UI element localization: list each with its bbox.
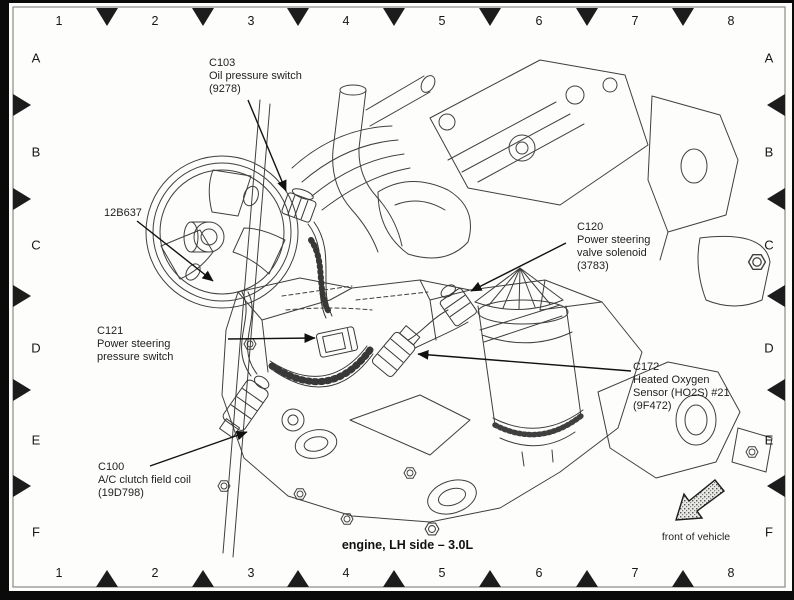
grid-col-bottom-4: 4 bbox=[342, 566, 350, 580]
c172-sensor bbox=[371, 323, 423, 378]
callout-line: 12B637 bbox=[104, 207, 142, 219]
callout-line: (3783) bbox=[577, 260, 609, 272]
grid-col-bottom-7: 7 bbox=[631, 566, 639, 580]
wiring-harness bbox=[215, 185, 477, 440]
grid-row-right-a: A bbox=[764, 50, 774, 66]
exhaust-manifold bbox=[378, 181, 471, 258]
grid-col-top-7: 7 bbox=[631, 14, 639, 28]
callout-line: C120 bbox=[577, 221, 604, 233]
grid-row-left-a: A bbox=[31, 50, 41, 66]
grid-row-left-f: F bbox=[32, 524, 40, 540]
callout-line: C121 bbox=[97, 325, 124, 337]
callout-line: C100 bbox=[98, 461, 125, 473]
grid-row-left-b: B bbox=[31, 144, 41, 160]
grid-col-top-8: 8 bbox=[727, 14, 735, 28]
c121-connector bbox=[316, 326, 358, 357]
engine-block bbox=[218, 278, 642, 535]
grid-row-left-e: E bbox=[31, 432, 41, 448]
callout-line: Power steering bbox=[97, 338, 171, 350]
grid-col-top-3: 3 bbox=[247, 14, 255, 28]
center-tube bbox=[333, 73, 438, 252]
pulley bbox=[146, 156, 298, 308]
grid-row-left-c: C bbox=[31, 237, 41, 253]
grid-row-right-c: C bbox=[764, 237, 774, 253]
callout-line: pressure switch bbox=[97, 351, 174, 363]
grid-col-top-6: 6 bbox=[535, 14, 543, 28]
grid-col-top-5: 5 bbox=[438, 14, 446, 28]
grid-col-bottom-3: 3 bbox=[247, 566, 255, 580]
callout-line: Power steering bbox=[577, 234, 651, 246]
callout-line: C172 bbox=[633, 361, 660, 373]
oil-filter-canister bbox=[475, 268, 583, 466]
grid-row-right-f: F bbox=[765, 524, 773, 540]
callout-line: (9F472) bbox=[633, 400, 672, 412]
callout-12b637 bbox=[104, 207, 142, 220]
callout-line: (19D798) bbox=[98, 487, 144, 499]
grid-col-bottom-8: 8 bbox=[727, 566, 735, 580]
grid-col-bottom-5: 5 bbox=[438, 566, 446, 580]
callout-line: Oil pressure switch bbox=[209, 70, 302, 82]
front-of-vehicle-arrow bbox=[676, 480, 724, 520]
callout-c172 bbox=[633, 361, 730, 413]
callout-c120 bbox=[577, 221, 650, 273]
callout-c121 bbox=[97, 325, 173, 364]
c103-connector bbox=[281, 185, 319, 223]
callout-line: Heated Oxygen bbox=[633, 374, 710, 386]
callout-line: A/C clutch field coil bbox=[98, 474, 191, 486]
engine-mount-bracket bbox=[648, 96, 770, 306]
leader-line-c121 bbox=[228, 338, 315, 339]
diagram-caption: engine, LH side – 3.0L bbox=[341, 538, 474, 552]
callout-c103 bbox=[209, 57, 302, 96]
grid-tick-marks bbox=[13, 8, 785, 587]
callout-line: C103 bbox=[209, 57, 236, 69]
grid-col-bottom-2: 2 bbox=[151, 566, 159, 580]
front-of-vehicle-label: front of vehicle bbox=[661, 531, 731, 543]
grid-col-bottom-1: 1 bbox=[55, 566, 63, 580]
valve-cover bbox=[430, 60, 648, 205]
callout-line: Sensor (HO2S) #21 bbox=[633, 387, 730, 399]
grid-col-bottom-6: 6 bbox=[535, 566, 543, 580]
grid-col-top-2: 2 bbox=[151, 14, 159, 28]
grid-row-right-e: E bbox=[764, 432, 774, 448]
intake-runners bbox=[292, 126, 410, 210]
grid-frame bbox=[13, 7, 785, 587]
grid-row-left-d: D bbox=[31, 340, 41, 356]
grid-col-top-1: 1 bbox=[55, 14, 63, 28]
grid-col-top-4: 4 bbox=[342, 14, 350, 28]
grid-row-right-b: B bbox=[764, 144, 774, 160]
leader-line-c172 bbox=[418, 354, 631, 371]
callout-line: (9278) bbox=[209, 83, 241, 95]
grid-row-right-d: D bbox=[764, 340, 774, 356]
callout-line: valve solenoid bbox=[577, 247, 647, 259]
callout-leader-lines bbox=[137, 100, 631, 466]
callout-c100 bbox=[98, 461, 191, 500]
